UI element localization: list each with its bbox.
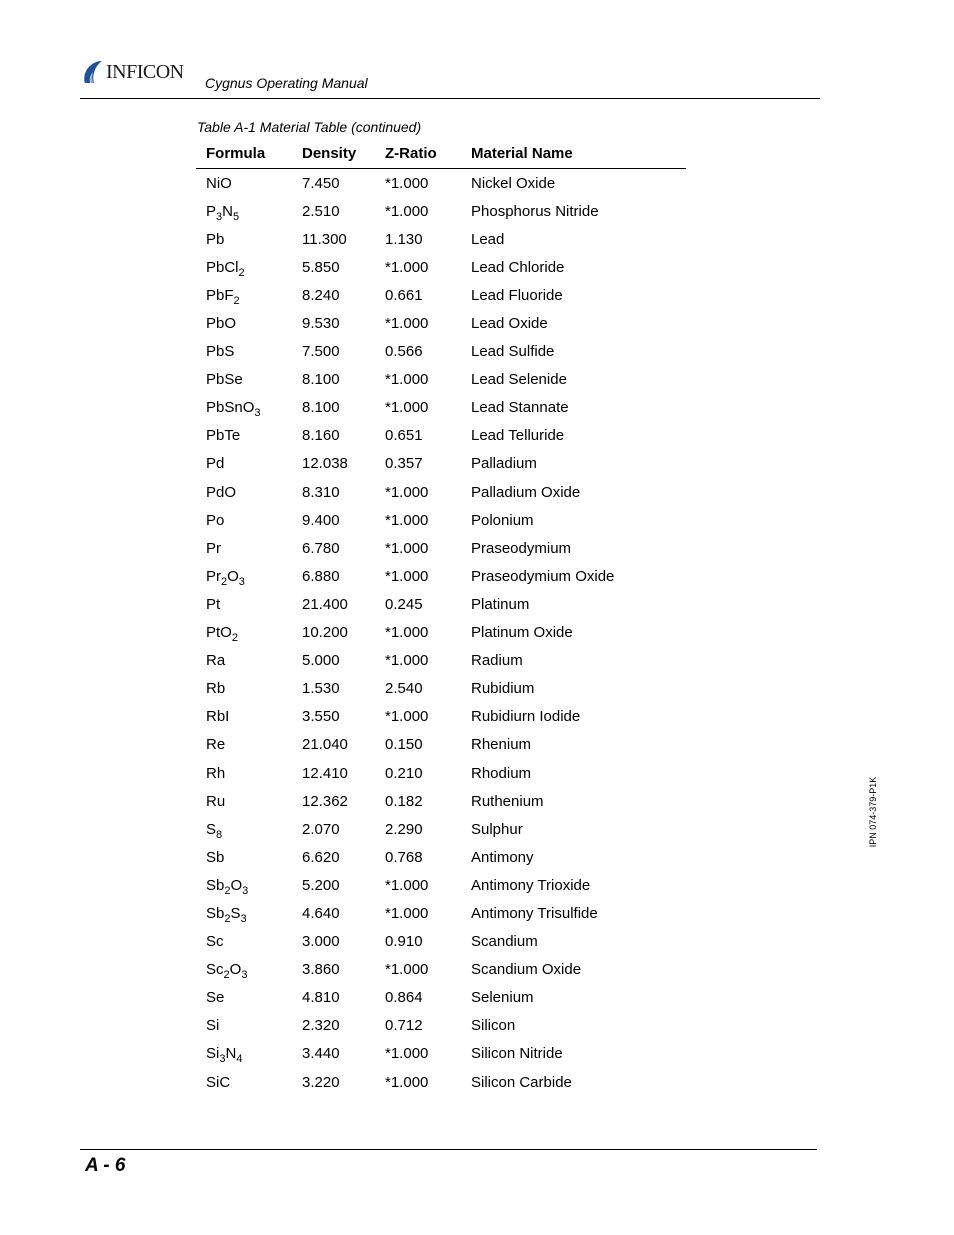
- cell-material-name: Antimony: [471, 848, 534, 866]
- table-row: [196, 871, 686, 899]
- cell-material-name: Selenium: [471, 989, 534, 1007]
- table-row: [196, 197, 686, 225]
- cell-material-name: Ruthenium: [471, 792, 544, 810]
- table-row: [196, 366, 686, 394]
- cell-z-ratio: *1.000: [385, 708, 429, 726]
- cell-z-ratio: 1.130: [385, 230, 423, 248]
- cell-z-ratio: *1.000: [385, 483, 429, 501]
- cell-material-name: Silicon: [471, 1017, 516, 1035]
- cell-material-name: Praseodymium: [471, 539, 572, 557]
- formula-subscript: 8: [216, 828, 223, 841]
- cell-density: 10.200: [302, 624, 348, 642]
- cell-material-name: Antimony Trioxide: [471, 876, 591, 894]
- table-header-row: [196, 139, 686, 169]
- formula-text: S: [206, 820, 217, 838]
- cell-density: 3.440: [302, 1045, 340, 1063]
- cell-formula: [196, 765, 301, 782]
- cell-z-ratio: 0.712: [385, 1017, 423, 1035]
- table-row: [196, 450, 686, 478]
- cell-z-ratio: *1.000: [385, 904, 429, 922]
- cell-density: 7.450: [302, 174, 340, 192]
- ipn-label: IPN 074-379-P1K: [868, 776, 878, 848]
- cell-formula: [196, 315, 301, 332]
- cell-material-name: Silicon Nitride: [471, 1045, 563, 1063]
- cell-z-ratio: 0.661: [385, 286, 423, 304]
- column-header-z-ratio: Z-Ratio: [385, 145, 437, 162]
- cell-z-ratio: *1.000: [385, 539, 429, 557]
- cell-formula: [196, 1045, 301, 1066]
- table-row: [196, 675, 686, 703]
- formula-text: PbTe: [206, 427, 241, 445]
- formula-subscript: 3: [240, 912, 247, 925]
- cell-z-ratio: *1.000: [385, 1073, 429, 1091]
- formula-subscript: 3: [241, 969, 248, 982]
- cell-z-ratio: *1.000: [385, 202, 429, 220]
- cell-z-ratio: *1.000: [385, 511, 429, 529]
- cell-material-name: Lead: [471, 230, 505, 248]
- cell-density: 7.500: [302, 343, 340, 361]
- table-caption: Table A-1 Material Table (continued): [197, 119, 422, 135]
- cell-formula: [196, 708, 301, 725]
- table-row: [196, 787, 686, 815]
- cell-material-name: Scandium Oxide: [471, 961, 582, 979]
- cell-formula: [196, 231, 301, 248]
- cell-density: 12.410: [302, 764, 348, 782]
- formula-subscript: 2: [221, 575, 228, 588]
- cell-z-ratio: *1.000: [385, 567, 429, 585]
- formula-text: RbI: [206, 708, 230, 726]
- formula-text: Po: [206, 511, 225, 529]
- formula-text: Se: [206, 989, 225, 1007]
- cell-formula: [196, 512, 301, 529]
- cell-z-ratio: 0.245: [385, 595, 423, 613]
- cell-formula: [196, 371, 301, 388]
- cell-z-ratio: 0.768: [385, 848, 423, 866]
- cell-material-name: Sulphur: [471, 820, 523, 838]
- formula-text: Sb: [206, 848, 225, 866]
- inficon-flame-icon: [82, 60, 104, 84]
- formula-subscript: 2: [224, 912, 231, 925]
- table-row: [196, 534, 686, 562]
- footer-divider: [80, 1149, 817, 1150]
- cell-density: 4.810: [302, 989, 340, 1007]
- cell-z-ratio: *1.000: [385, 399, 429, 417]
- cell-density: 3.860: [302, 961, 340, 979]
- table-row: [196, 899, 686, 927]
- cell-formula: [196, 624, 301, 645]
- cell-density: 3.000: [302, 933, 340, 951]
- cell-z-ratio: 2.540: [385, 680, 423, 698]
- column-header-density: Density: [302, 145, 357, 162]
- formula-text: Sc: [206, 933, 224, 951]
- cell-density: 4.640: [302, 904, 340, 922]
- formula-text: N: [225, 1045, 237, 1063]
- table-row: [196, 956, 686, 984]
- formula-text: O: [230, 876, 243, 894]
- cell-z-ratio: 0.910: [385, 933, 423, 951]
- table-row: [196, 338, 686, 366]
- cell-density: 9.400: [302, 511, 340, 529]
- cell-z-ratio: *1.000: [385, 1045, 429, 1063]
- cell-formula: [196, 933, 301, 950]
- cell-density: 9.530: [302, 315, 340, 333]
- manual-title: Cygnus Operating Manual: [205, 75, 368, 91]
- table-row: [196, 253, 686, 281]
- cell-material-name: Rubidium: [471, 680, 535, 698]
- column-header-material-name: Material Name: [471, 145, 573, 162]
- cell-formula: [196, 175, 301, 192]
- cell-z-ratio: 0.357: [385, 455, 423, 473]
- cell-density: 5.850: [302, 258, 340, 276]
- cell-material-name: Palladium Oxide: [471, 483, 581, 501]
- formula-subscript: 2: [233, 294, 240, 307]
- cell-density: 11.300: [302, 230, 347, 248]
- cell-density: 12.362: [302, 792, 348, 810]
- cell-formula: [196, 820, 301, 841]
- formula-text: S: [230, 904, 241, 922]
- table-row: [196, 590, 686, 618]
- formula-text: Si: [206, 1045, 220, 1063]
- formula-text: Pd: [206, 455, 225, 473]
- cell-material-name: Lead Telluride: [471, 427, 565, 445]
- cell-material-name: Platinum: [471, 595, 530, 613]
- formula-text: Rb: [206, 680, 226, 698]
- table-row: [196, 928, 686, 956]
- formula-subscript: 3: [242, 884, 249, 897]
- cell-formula: [196, 484, 301, 501]
- table-body: [196, 169, 686, 1096]
- cell-material-name: Silicon Carbide: [471, 1073, 572, 1091]
- cell-z-ratio: 0.210: [385, 764, 423, 782]
- cell-density: 3.220: [302, 1073, 340, 1091]
- cell-z-ratio: *1.000: [385, 371, 429, 389]
- formula-text: PdO: [206, 483, 237, 501]
- formula-text: PbS: [206, 343, 235, 361]
- header-divider: [80, 98, 820, 99]
- table-row: [196, 394, 686, 422]
- cell-material-name: Rhenium: [471, 736, 532, 754]
- cell-formula: [196, 596, 301, 613]
- cell-formula: [196, 849, 301, 866]
- table-row: [196, 731, 686, 759]
- formula-text: PbCl: [206, 258, 239, 276]
- logo-wordmark: INFICON: [106, 60, 184, 83]
- formula-text: Re: [206, 736, 226, 754]
- cell-material-name: Platinum Oxide: [471, 624, 573, 642]
- material-table: [196, 139, 686, 1096]
- table-row: [196, 759, 686, 787]
- cell-density: 8.240: [302, 286, 340, 304]
- table-row: [196, 647, 686, 675]
- formula-text: Ru: [206, 792, 226, 810]
- cell-formula: [196, 399, 301, 420]
- cell-material-name: Rhodium: [471, 764, 532, 782]
- cell-z-ratio: 0.182: [385, 792, 423, 810]
- formula-text: Pr: [206, 567, 221, 585]
- cell-density: 3.550: [302, 708, 340, 726]
- cell-material-name: Phosphorus Nitride: [471, 202, 599, 220]
- formula-text: P: [206, 202, 217, 220]
- cell-z-ratio: 0.566: [385, 343, 423, 361]
- cell-material-name: Radium: [471, 652, 523, 670]
- formula-text: Si: [206, 1017, 220, 1035]
- cell-formula: [196, 961, 301, 982]
- formula-subscript: 2: [223, 969, 230, 982]
- cell-density: 6.880: [302, 567, 340, 585]
- formula-text: Sb: [206, 904, 225, 922]
- table-row: [196, 843, 686, 871]
- cell-density: 5.200: [302, 876, 340, 894]
- formula-text: Pt: [206, 595, 221, 613]
- cell-density: 8.160: [302, 427, 340, 445]
- cell-density: 21.040: [302, 736, 348, 754]
- cell-material-name: Rubidiurn Iodide: [471, 708, 581, 726]
- inficon-logo: [82, 60, 184, 84]
- cell-z-ratio: *1.000: [385, 961, 429, 979]
- formula-text: Rh: [206, 764, 226, 782]
- cell-material-name: Praseodymium Oxide: [471, 567, 615, 585]
- cell-density: 12.038: [302, 455, 348, 473]
- formula-subscript: 3: [219, 1053, 226, 1066]
- cell-z-ratio: 0.864: [385, 989, 423, 1007]
- formula-text: NiO: [206, 174, 232, 192]
- cell-z-ratio: *1.000: [385, 624, 429, 642]
- cell-density: 21.400: [302, 595, 348, 613]
- cell-material-name: Antimony Trisulfide: [471, 904, 598, 922]
- formula-text: Pr: [206, 539, 221, 557]
- formula-subscript: 5: [232, 210, 240, 223]
- cell-formula: [196, 736, 301, 753]
- formula-text: PtO: [206, 624, 232, 642]
- cell-z-ratio: 0.150: [385, 736, 423, 754]
- cell-formula: [196, 540, 301, 557]
- cell-material-name: Lead Selenide: [471, 371, 567, 389]
- cell-z-ratio: 2.290: [385, 820, 423, 838]
- formula-text: Pb: [206, 230, 225, 248]
- cell-material-name: Polonium: [471, 511, 534, 529]
- cell-formula: [196, 876, 301, 897]
- table-row: [196, 478, 686, 506]
- cell-material-name: Scandium: [471, 933, 538, 951]
- cell-density: 2.320: [302, 1017, 340, 1035]
- cell-material-name: Palladium: [471, 455, 537, 473]
- cell-formula: [196, 793, 301, 810]
- formula-subscript: 2: [238, 266, 245, 279]
- table-row: [196, 984, 686, 1012]
- cell-formula: [196, 1017, 301, 1034]
- table-row: [196, 506, 686, 534]
- cell-z-ratio: 0.651: [385, 427, 423, 445]
- formula-text: N: [222, 202, 233, 220]
- formula-text: PbSnO: [206, 399, 255, 417]
- table-row: [196, 225, 686, 253]
- page-number: A - 6: [85, 1155, 126, 1176]
- cell-formula: [196, 343, 301, 360]
- cell-formula: [196, 202, 301, 223]
- formula-text: Sc: [206, 961, 224, 979]
- cell-density: 8.100: [302, 399, 340, 417]
- cell-formula: [196, 567, 301, 588]
- cell-material-name: Lead Stannate: [471, 399, 569, 417]
- cell-material-name: Lead Fluoride: [471, 286, 563, 304]
- cell-density: 2.070: [302, 820, 340, 838]
- formula-text: Sb: [206, 876, 225, 894]
- cell-formula: [196, 680, 301, 697]
- cell-material-name: Lead Chloride: [471, 258, 565, 276]
- table-row: [196, 309, 686, 337]
- formula-subscript: 2: [224, 884, 231, 897]
- cell-formula: [196, 427, 301, 444]
- formula-text: PbO: [206, 315, 237, 333]
- table-row: [196, 815, 686, 843]
- cell-formula: [196, 258, 301, 279]
- cell-formula: [196, 286, 301, 307]
- cell-material-name: Lead Sulfide: [471, 343, 555, 361]
- cell-formula: [196, 904, 301, 925]
- cell-density: 6.620: [302, 848, 340, 866]
- cell-formula: [196, 455, 301, 472]
- formula-subscript: 3: [254, 407, 261, 420]
- table-row: [196, 703, 686, 731]
- cell-formula: [196, 989, 301, 1006]
- cell-density: 5.000: [302, 652, 340, 670]
- cell-density: 1.530: [302, 680, 340, 698]
- formula-subscript: 4: [236, 1053, 243, 1066]
- formula-subscript: 3: [216, 210, 223, 223]
- cell-density: 8.100: [302, 371, 340, 389]
- table-row: [196, 1012, 686, 1040]
- formula-text: PbSe: [206, 371, 243, 389]
- table-row: [196, 619, 686, 647]
- formula-text: O: [229, 961, 242, 979]
- formula-text: O: [227, 567, 239, 585]
- cell-formula: [196, 1074, 301, 1091]
- column-header-formula: Formula: [206, 145, 266, 162]
- table-row: [196, 169, 686, 197]
- cell-z-ratio: *1.000: [385, 174, 429, 192]
- cell-density: 8.310: [302, 483, 340, 501]
- formula-text: Ra: [206, 652, 226, 670]
- formula-text: PbF: [206, 286, 234, 304]
- cell-z-ratio: *1.000: [385, 652, 429, 670]
- cell-density: 2.510: [302, 202, 340, 220]
- table-row: [196, 422, 686, 450]
- cell-density: 6.780: [302, 539, 340, 557]
- cell-material-name: Nickel Oxide: [471, 174, 556, 192]
- table-row: [196, 562, 686, 590]
- cell-z-ratio: *1.000: [385, 876, 429, 894]
- formula-subscript: 3: [238, 575, 245, 588]
- cell-formula: [196, 652, 301, 669]
- formula-text: SiC: [206, 1073, 231, 1091]
- cell-z-ratio: *1.000: [385, 258, 429, 276]
- cell-z-ratio: *1.000: [385, 315, 429, 333]
- table-row: [196, 1068, 686, 1096]
- table-row: [196, 281, 686, 309]
- formula-subscript: 2: [231, 632, 238, 645]
- cell-material-name: Lead Oxide: [471, 315, 548, 333]
- table-row: [196, 1040, 686, 1068]
